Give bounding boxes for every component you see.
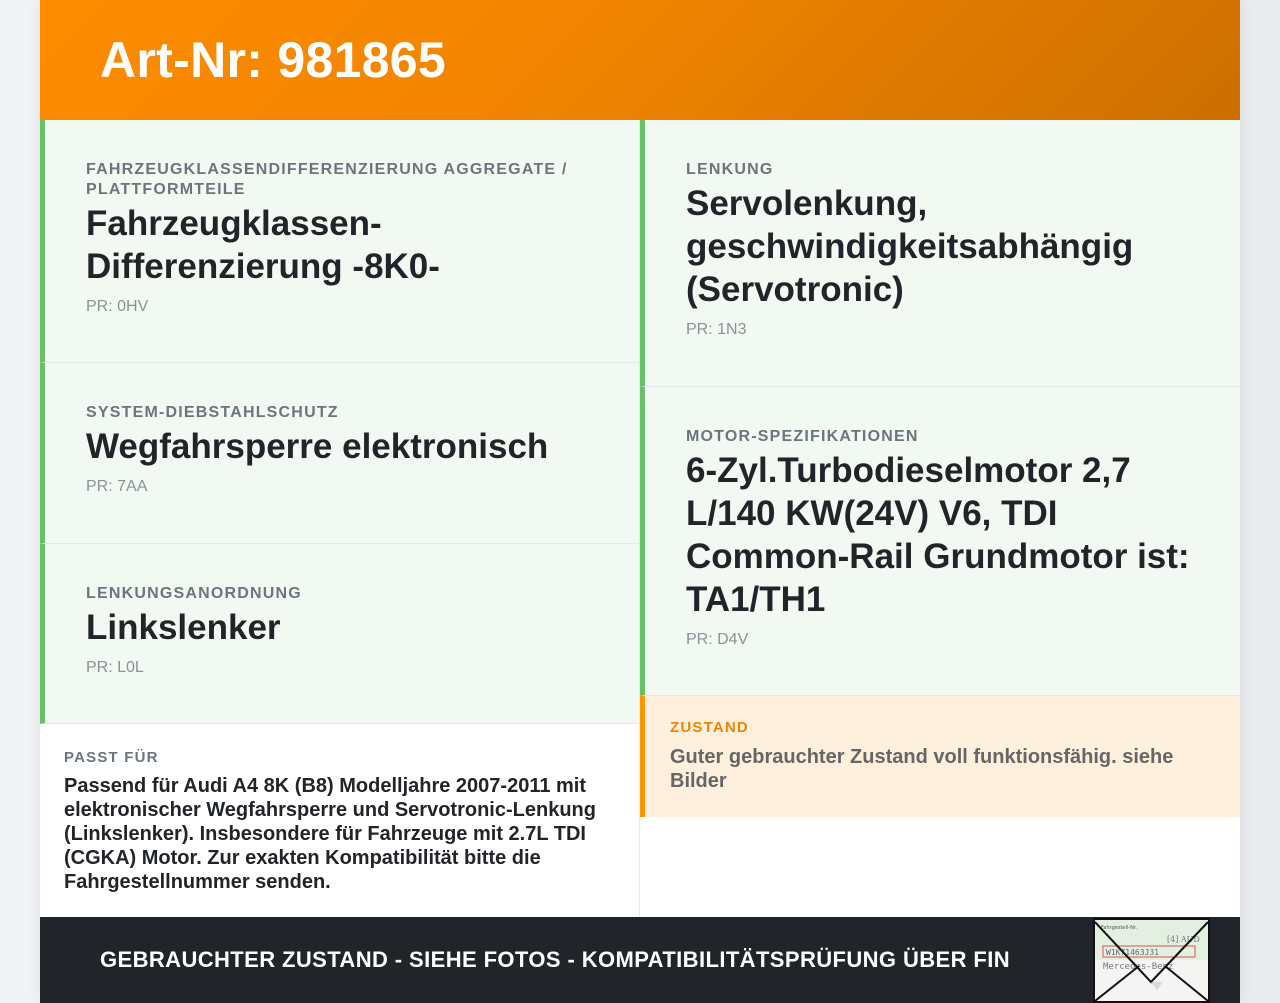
spec-card-platform bbox=[40, 120, 639, 363]
spec-label: LENKUNGSANORDNUNG bbox=[86, 585, 302, 602]
pr-code: PR: 0HV bbox=[86, 298, 149, 315]
spec-value: 6-Zyl.Turbodieselmotor 2,7 L/140 KW(24V) V6, TDI Common-Rail Grundmotor ist: TA1/TH1 bbox=[686, 451, 1190, 619]
pr-code: PR: L0L bbox=[86, 659, 144, 676]
pr-code: PR: D4V bbox=[686, 631, 749, 648]
svg-text:W1K71463J31: W1K71463J31 bbox=[1106, 948, 1159, 957]
svg-text:[4] AUD: [4] AUD bbox=[1167, 935, 1200, 944]
svg-text:Mercedes-Benz: Mercedes-Benz bbox=[1103, 962, 1174, 972]
footer-text: GEBRAUCHTER ZUSTAND - SIEHE FOTOS - KOMPATIBILITÄTSPRÜFUNG ÜBER FIN bbox=[100, 947, 1011, 972]
spec-card-immobilizer bbox=[40, 363, 639, 544]
spec-label: FAHRZEUGKLASSENDIFFERENZIERUNG AGGREGATE / PLATTFORMTEILE bbox=[86, 161, 568, 198]
spec-value: Linkslenker bbox=[86, 608, 281, 647]
spec-label: SYSTEM-DIEBSTAHLSCHUTZ bbox=[86, 404, 339, 421]
pr-code: PR: 1N3 bbox=[686, 321, 747, 338]
right-column bbox=[640, 120, 1240, 917]
product-sheet bbox=[40, 0, 1240, 1003]
fits-label: PASST FÜR bbox=[64, 749, 159, 766]
fits-section bbox=[40, 724, 639, 917]
spec-card-steering-side bbox=[40, 544, 639, 724]
condition-text: Guter gebrauchter Zustand voll funktionsfähig. siehe Bilder bbox=[670, 746, 1174, 792]
spec-card-steering bbox=[640, 120, 1240, 387]
condition-label: ZUSTAND bbox=[670, 719, 749, 736]
fits-text: Passend für Audi A4 8K (B8) Modelljahre 2007-2011 mit elektronischer Wegfahrsperre und Servotronic-Lenkung (Linkslenker). Insbesondere für Fahrzeuge mit 2.7L TDI (CGKA) Motor. Zur exakten Kompatibilität bitte die Fahrgestellnummer senden. bbox=[64, 775, 596, 893]
spec-grid bbox=[40, 120, 1240, 917]
spec-card-engine bbox=[640, 387, 1240, 696]
condition-section bbox=[640, 696, 1240, 817]
article-number-title: Art-Nr: 981865 bbox=[100, 32, 447, 88]
footer-banner bbox=[40, 917, 1240, 1003]
spec-label: LENKUNG bbox=[686, 161, 774, 178]
spec-value: Servolenkung, geschwindigkeitsabhängig (Servotronic) bbox=[686, 184, 1134, 309]
svg-text:Fahrgestell-Nr.: Fahrgestell-Nr. bbox=[1101, 925, 1138, 931]
spec-value: Wegfahrsperre elektronisch bbox=[86, 427, 549, 466]
pr-code: PR: 7AA bbox=[86, 478, 148, 495]
spec-value: Fahrzeugklassen-Differenzierung -8K0- bbox=[86, 204, 440, 286]
header-banner bbox=[40, 0, 1240, 120]
left-column bbox=[40, 120, 640, 917]
spec-label: MOTOR-SPEZIFIKATIONEN bbox=[686, 428, 919, 445]
fin-envelope-icon bbox=[1093, 918, 1210, 1003]
